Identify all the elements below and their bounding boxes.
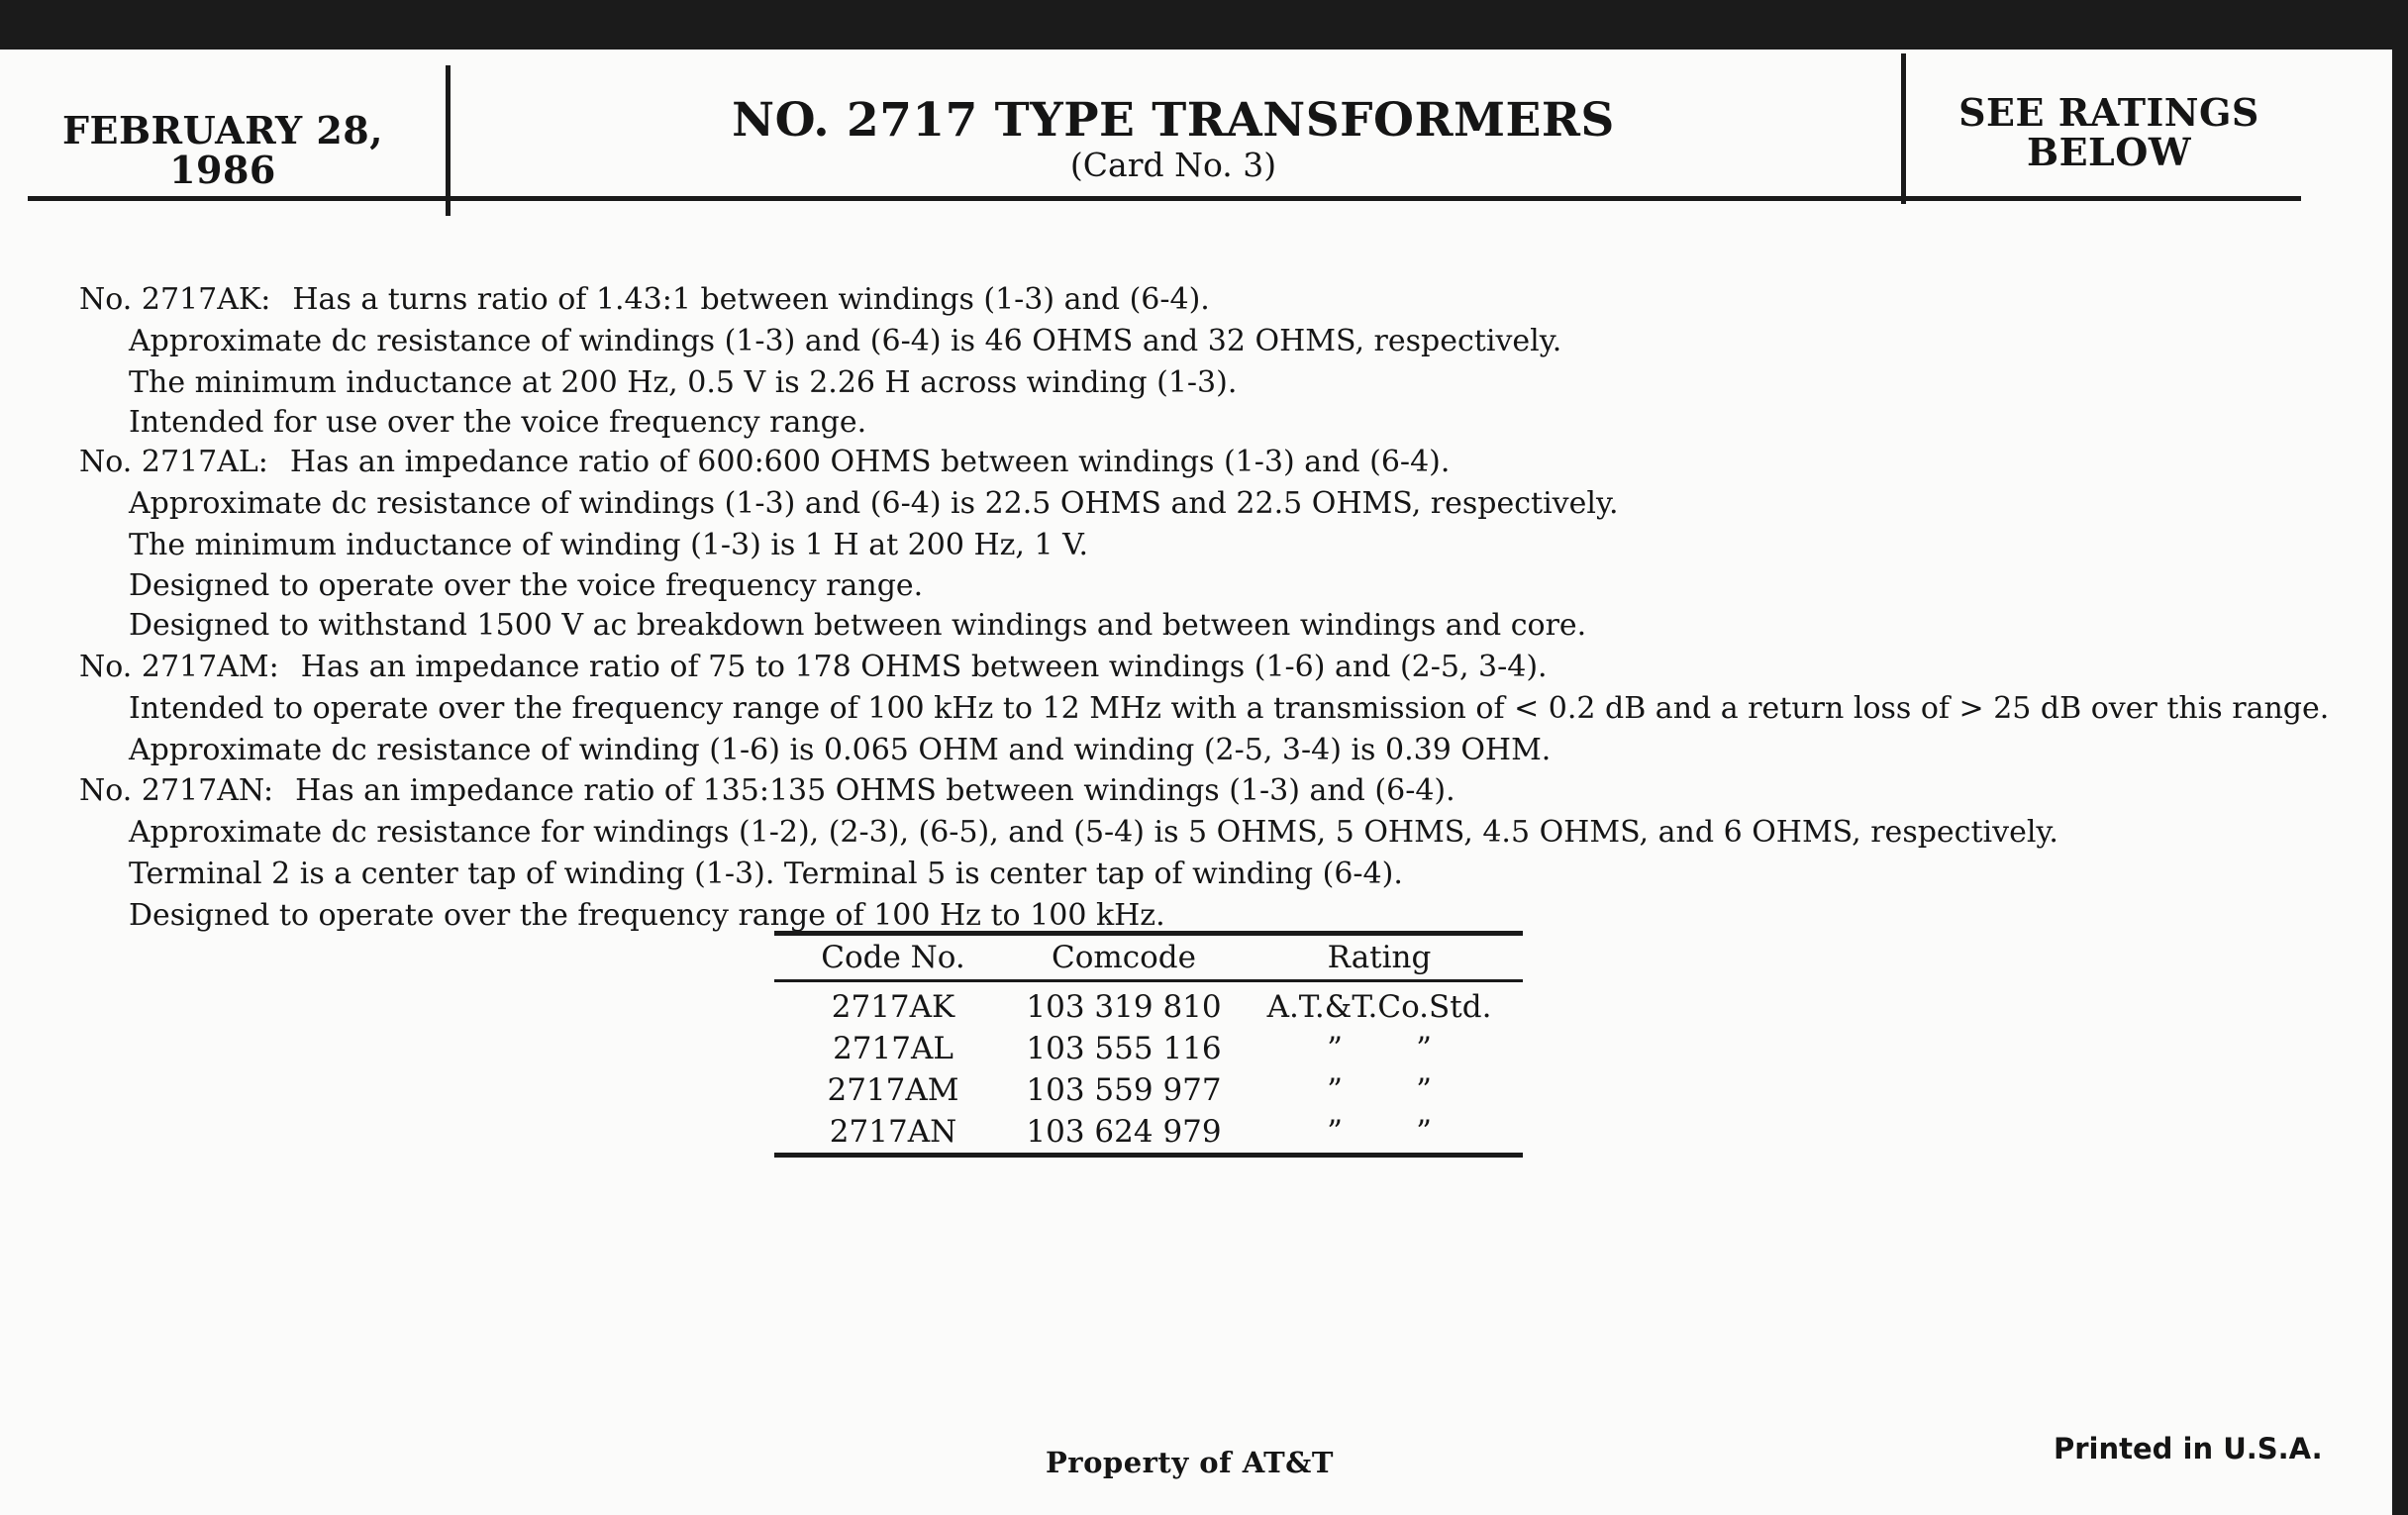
header-divider-right [1901, 53, 1906, 204]
table-row [774, 982, 1523, 1028]
entry-ak-code: No. 2717AK: [79, 282, 271, 317]
table-cell-comcode: 103 319 810 [1026, 989, 1222, 1025]
entry-al-line-4: Designed to operate over the voice frequency range. [129, 568, 924, 603]
table-cell-comcode: 103 555 116 [1026, 1031, 1222, 1066]
table-cell-comcode: 103 559 977 [1026, 1072, 1222, 1108]
entry-an-line-2: Approximate dc resistance for windings (1-2), (2-3), (6-5), and (5-4) is 5 OHMS, 5 OHMS, 4.5 OHMS, and 6 OHMS, respectively. [129, 815, 2058, 850]
header-ratings-line2: BELOW [2026, 130, 2192, 174]
entry-ak-line-3: The minimum inductance at 200 Hz, 0.5 V is 2.26 H across winding (1-3). [129, 365, 1238, 400]
table-header-row [774, 936, 1523, 982]
ditto-mark: ” [1416, 1072, 1432, 1108]
ditto-mark: ” [1327, 1031, 1343, 1066]
header-ratings [1931, 90, 2287, 174]
table-cell-rating [1236, 1031, 1523, 1066]
table-header-code: Code No. [821, 940, 965, 975]
header-date [50, 108, 396, 192]
table-header-comcode: Comcode [1052, 940, 1196, 975]
header-date-line1: FEBRUARY 28, [62, 108, 383, 152]
page-title: NO. 2717 TYPE TRANSFORMERS [732, 93, 1615, 148]
header-rule [28, 196, 2301, 201]
table-cell-rating [1236, 1114, 1523, 1150]
table-row [774, 1111, 1523, 1153]
table-cell-comcode: 103 624 979 [1026, 1114, 1222, 1150]
page-subtitle: (Card No. 3) [1069, 146, 1277, 184]
entry-al-line-5: Designed to withstand 1500 V ac breakdown between windings and between windings and core. [129, 608, 1587, 643]
table-cell-rating: A.T.&T.Co.Std. [1266, 989, 1492, 1025]
entry-am-line-1: No. 2717AM: Has an impedance ratio of 75 to 178 OHMS between windings (1-6) and (2-5, 3-4). [79, 650, 1548, 684]
table-cell-code: 2717AL [833, 1031, 953, 1066]
table-cell-rating [1236, 1072, 1523, 1108]
entry-an-line-3: Terminal 2 is a center tap of winding (1-3). Terminal 5 is center tap of winding (6-4). [129, 857, 1403, 891]
entry-al-line-2: Approximate dc resistance of windings (1-3) and (6-4) is 22.5 OHMS and 22.5 OHMS, respectively. [129, 486, 1619, 521]
header-title-block [465, 95, 1881, 184]
footer-property: Property of AT&T [1046, 1446, 1334, 1479]
entry-an-line-4: Designed to operate over the frequency range of 100 Hz to 100 kHz. [129, 898, 1165, 933]
header-divider-left [446, 65, 451, 216]
entry-an-code: No. 2717AN: [79, 773, 274, 808]
entry-am-line-2: Intended to operate over the frequency range of 100 kHz to 12 MHz with a transmission of < 0.2 dB and a return loss of > 25 dB over this range. [129, 691, 2330, 726]
ditto-mark: ” [1416, 1114, 1432, 1150]
table-row [774, 1028, 1523, 1069]
table-cell-code: 2717AK [831, 989, 955, 1025]
table-cell-code: 2717AM [827, 1072, 959, 1108]
footer-printed: Printed in U.S.A. [2054, 1432, 2323, 1465]
entry-ak-line-4: Intended for use over the voice frequency range. [129, 405, 867, 440]
entry-al-code: No. 2717AL: [79, 445, 268, 479]
ditto-mark: ” [1327, 1114, 1343, 1150]
entry-ak-line-2: Approximate dc resistance of windings (1-3) and (6-4) is 46 OHMS and 32 OHMS, respectively. [129, 324, 1562, 358]
table-header-rating: Rating [1327, 940, 1432, 975]
table-cell-code: 2717AN [829, 1114, 957, 1150]
entry-an-line-1: No. 2717AN: Has an impedance ratio of 135:135 OHMS between windings (1-3) and (6-4). [79, 773, 1455, 808]
table-row [774, 1069, 1523, 1111]
entry-al-line-1: No. 2717AL: Has an impedance ratio of 600:600 OHMS between windings (1-3) and (6-4). [79, 445, 1451, 479]
entry-ak-line-1: No. 2717AK: Has a turns ratio of 1.43:1 between windings (1-3) and (6-4). [79, 282, 1210, 317]
ratings-table [774, 931, 1523, 1158]
entry-am-line-3: Approximate dc resistance of winding (1-6) is 0.065 OHM and winding (2-5, 3-4) is 0.39 OHM. [129, 733, 1552, 767]
ditto-mark: ” [1416, 1031, 1432, 1066]
header-ratings-line1: SEE RATINGS [1958, 90, 2259, 135]
ditto-mark: ” [1327, 1072, 1343, 1108]
header-date-line2: 1986 [169, 148, 276, 192]
entry-al-line-3: The minimum inductance of winding (1-3) is 1 H at 200 Hz, 1 V. [129, 528, 1089, 562]
entry-am-code: No. 2717AM: [79, 650, 279, 684]
index-card [0, 50, 2392, 1515]
